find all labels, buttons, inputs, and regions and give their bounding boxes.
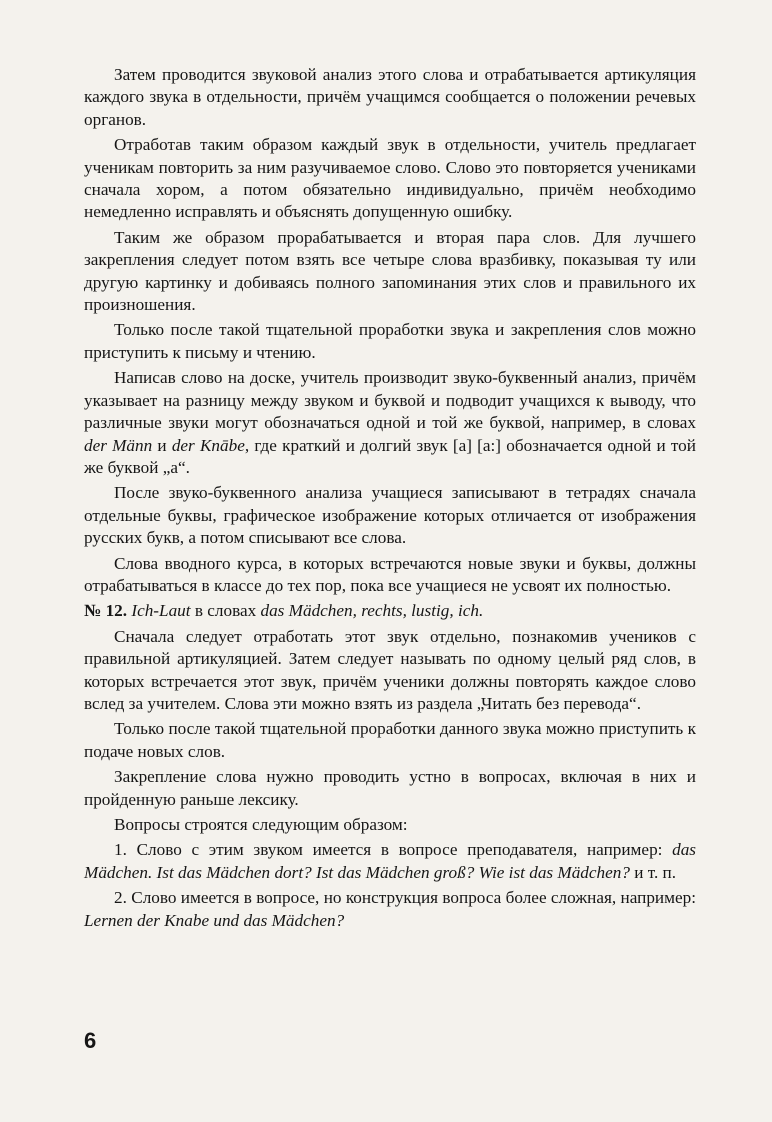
paragraph: Только после такой тщательной проработки звука и закрепления слов можно приступить к письму и чтению. — [84, 320, 696, 362]
german-example: Lernen der Knabe und das Mädchen? — [84, 910, 345, 930]
text-run: и т. п. — [629, 862, 677, 882]
paragraph: Вопросы строятся следующим образом: — [114, 815, 408, 834]
paragraph: Сначала следует отработать этот звук отдельно, познакомив учеников с правильной артикуляцией. Затем следует называть по одному целый ряд слов, в которых встречается этот звук, причём ученики должны повторять каждое слово вслед за учителем. Слова эти можно взять из раздела „Читать без перевода“. — [84, 626, 696, 713]
section-number: № 12. — [84, 601, 128, 621]
paragraph — [84, 367, 696, 479]
section-heading — [84, 600, 696, 622]
paragraph: Отработав таким образом каждый звук в отдельности, учитель предлагает ученикам повторить за ним разучиваемое слово. Слово это повторяется учениками сначала хором, а потом обязательно индивидуально, причём необходимо немедленно исправлять и объяснять допущенную ошибку. — [84, 135, 696, 222]
paragraph: После звуко-буквенного анализа учащиеся записывают в тетрадях сначала отдельные буквы, графическое изображение которых отличается от изображения русских букв, а потом списывают все слова. — [84, 483, 696, 548]
text-run: 2. Слово имеется в вопросе, но конструкция вопроса более сложная, например: — [114, 888, 696, 908]
text-run: Написав слово на доске, учитель производит звуко-буквенный анализ, причём указывает на разницу между звуком и буквой и подводит учащихся к выводу, что различные звуки могут обозначаться одной и той же буквой, например, в словах — [84, 368, 696, 433]
paragraph: Слова вводного курса, в которых встречаются новые звуки и буквы, должны отрабатываться в классе до тех пор, пока все учащиеся не усвоят их полностью. — [84, 553, 696, 595]
paragraph — [84, 839, 696, 884]
german-word: der Knābe — [171, 435, 245, 455]
page-number: 6 — [84, 1028, 97, 1053]
german-word: der Männ — [84, 435, 153, 455]
text-run: 1. Слово с этим звуком имеется в вопросе преподавателя, например: — [114, 840, 673, 860]
page-body — [84, 64, 696, 935]
paragraph: Затем проводится звуковой анализ этого слова и отрабатывается артикуляция каждого звука в отдельности, причём учащимся сообщается о положении речевых органов. — [84, 65, 696, 129]
text-run: в словах — [190, 601, 261, 621]
text-run: и — [152, 435, 172, 455]
section-term: Ich-Laut — [131, 601, 191, 621]
german-example: das Mädchen. Ist das Mädchen dort? Ist das Mädchen groß? Wie ist das Mädchen? — [84, 840, 696, 882]
german-words: das Mädchen, rechts, lustig, ich. — [260, 601, 484, 621]
paragraph: Таким же образом прорабатывается и вторая пара слов. Для лучшего закрепления следует потом взять все четыре слова вразбивку, показывая ту или другую картинку и добиваясь полного запоминания этих слов и правильного их произношения. — [84, 227, 696, 315]
paragraph: Закрепление слова нужно проводить устно в вопросах, включая в них и пройденную раньше лексику. — [84, 767, 696, 809]
paragraph — [84, 887, 696, 932]
text-run: , где краткий и долгий звук [a] [a:] обозначается одной и той же буквой „a“. — [84, 435, 696, 477]
paragraph: Только после такой тщательной проработки данного звука можно приступить к подаче новых слов. — [84, 719, 696, 761]
